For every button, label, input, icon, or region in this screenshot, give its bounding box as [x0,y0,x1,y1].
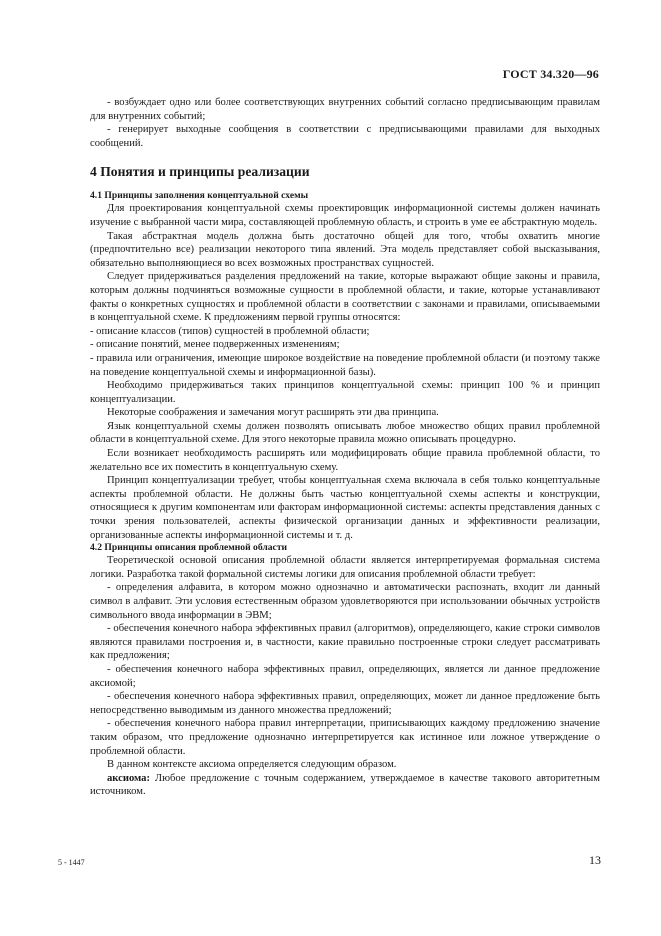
list-item: - описание понятий, менее подверженных изменениям; [90,339,340,351]
paragraph: - возбуждает одно или более соответствующих внутренних событий согласно предписывающим правилам для внутренних событий; [90,97,600,122]
paragraph: Следует придерживаться разделения предложений на такие, которые выражают общие законы и правила, которым должны подчиняться возможные сущности в проблемной области, и такие, которые устанавливают факты о конкретных сущностях и проблемной области в соответствии с законами и правилами, описываемыми в концептуальной схеме. К предложениям первой группы относятся: [90,271,600,324]
paragraph: Некоторые соображения и замечания могут расширять эти два принципа. [107,407,439,419]
list-item: - определения алфавита, в котором можно однозначно и автоматически распознать, входит ли данный символ в алфавит. Эти условия естественным образом удовлетворяются при использовании обычных устройств символьного ввода информации в ЭВМ; [90,582,600,621]
subsection-title: 4.1 Принципы заполнения концептуальной схемы [90,190,309,202]
list-item: - обеспечения конечного набора эффективных правил, определяющих, может ли данное предложение быть непосредственно выводимым из данного множества предложений; [90,691,600,716]
page-number: 13 [589,853,601,867]
paragraph: В данном контексте аксиома определяется следующим образом. [107,759,397,771]
list-item: - обеспечения конечного набора правил интерпретации, приписывающих каждому предложению значение таким образом, что предложение однозначно интерпретируется как истинное или ложное утверждение о проблемной области. [90,718,600,757]
paragraph: Язык концептуальной схемы должен позволять описывать любое множество общих правил проблемной области в концептуальной схеме. Для этого некоторые правила можно описывать процедурно. [90,420,600,446]
paragraph: - генерирует выходные сообщения в соответствии с предписывающими правилами для выходных сообщений. [90,124,600,149]
list-item: - правила или ограничения, имеющие широкое воздействие на поведение проблемной области (и поэтому также на поведение концептуальной схемы и информационной базы). [90,352,600,378]
paragraph: Если возникает необходимость расширять или модифицировать общие правила проблемной области, то желательно все их поместить в концептуальную схему. [90,448,600,473]
list-item: - обеспечения конечного набора эффективных правил, определяющих, является ли данное предложение аксиомой; [90,663,600,689]
definition [90,772,600,799]
list-item: - обеспечения конечного набора эффективных правил (алгоритмов), определяющего, какие строки символов являются правилами построения и, в частности, какие правильно построенные строки следует рассматривать как предложения; [90,623,600,662]
paragraph: Такая абстрактная модель должна быть достаточно общей для того, чтобы охватить многие (предпочтительно все) реализации некоторого типа явлений. Эта модель представляет собой высказывания, обязательно выполняющиеся во всех возможных пространствах сущностей. [90,230,600,269]
paragraph: Необходимо придерживаться таких принципов концептуальной схемы: принцип 100 % и принцип концептуализации. [90,380,600,405]
document-code: ГОСТ 34.320—96 [502,67,599,81]
definition-term: аксиома: [107,772,151,784]
paragraph: Для проектирования концептуальной схемы проектировщик информационной системы должен начинать изучение с выбранной части мира, составляющей проблемную область, и строить в уме ее абстрактную модель. [90,203,600,228]
paragraph: Принцип концептуализации требует, чтобы концептуальная схема включала в себя только концептуальные аспекты проблемной области. Не должны быть частью концептуальной схемы аспекты и конструкции, относящиеся к другим компонентам или факторам информационной системы: аспекты представления данных с точки зрения пользователей, аспекты физической организации данных и эффективности реализации, организованные аспекты информационной системы и т. д. [90,475,600,541]
subsection-title: 4.2 Принципы описания проблемной области [90,542,288,554]
print-code: 5 - 1447 [58,858,85,867]
paragraph: Теоретической основой описания проблемной области является интерпретируемая формальная система логики. Разработка такой формальной системы логики для описания проблемной области требует: [90,555,600,580]
section-title: 4 Понятия и принципы реализации [90,164,310,180]
definition-text: Любое предложение с точным содержанием, утверждаемое в качестве такового авторитетным источником. [90,772,600,798]
list-item: - описание классов (типов) сущностей в проблемной области; [90,325,370,337]
page-content [90,96,600,799]
